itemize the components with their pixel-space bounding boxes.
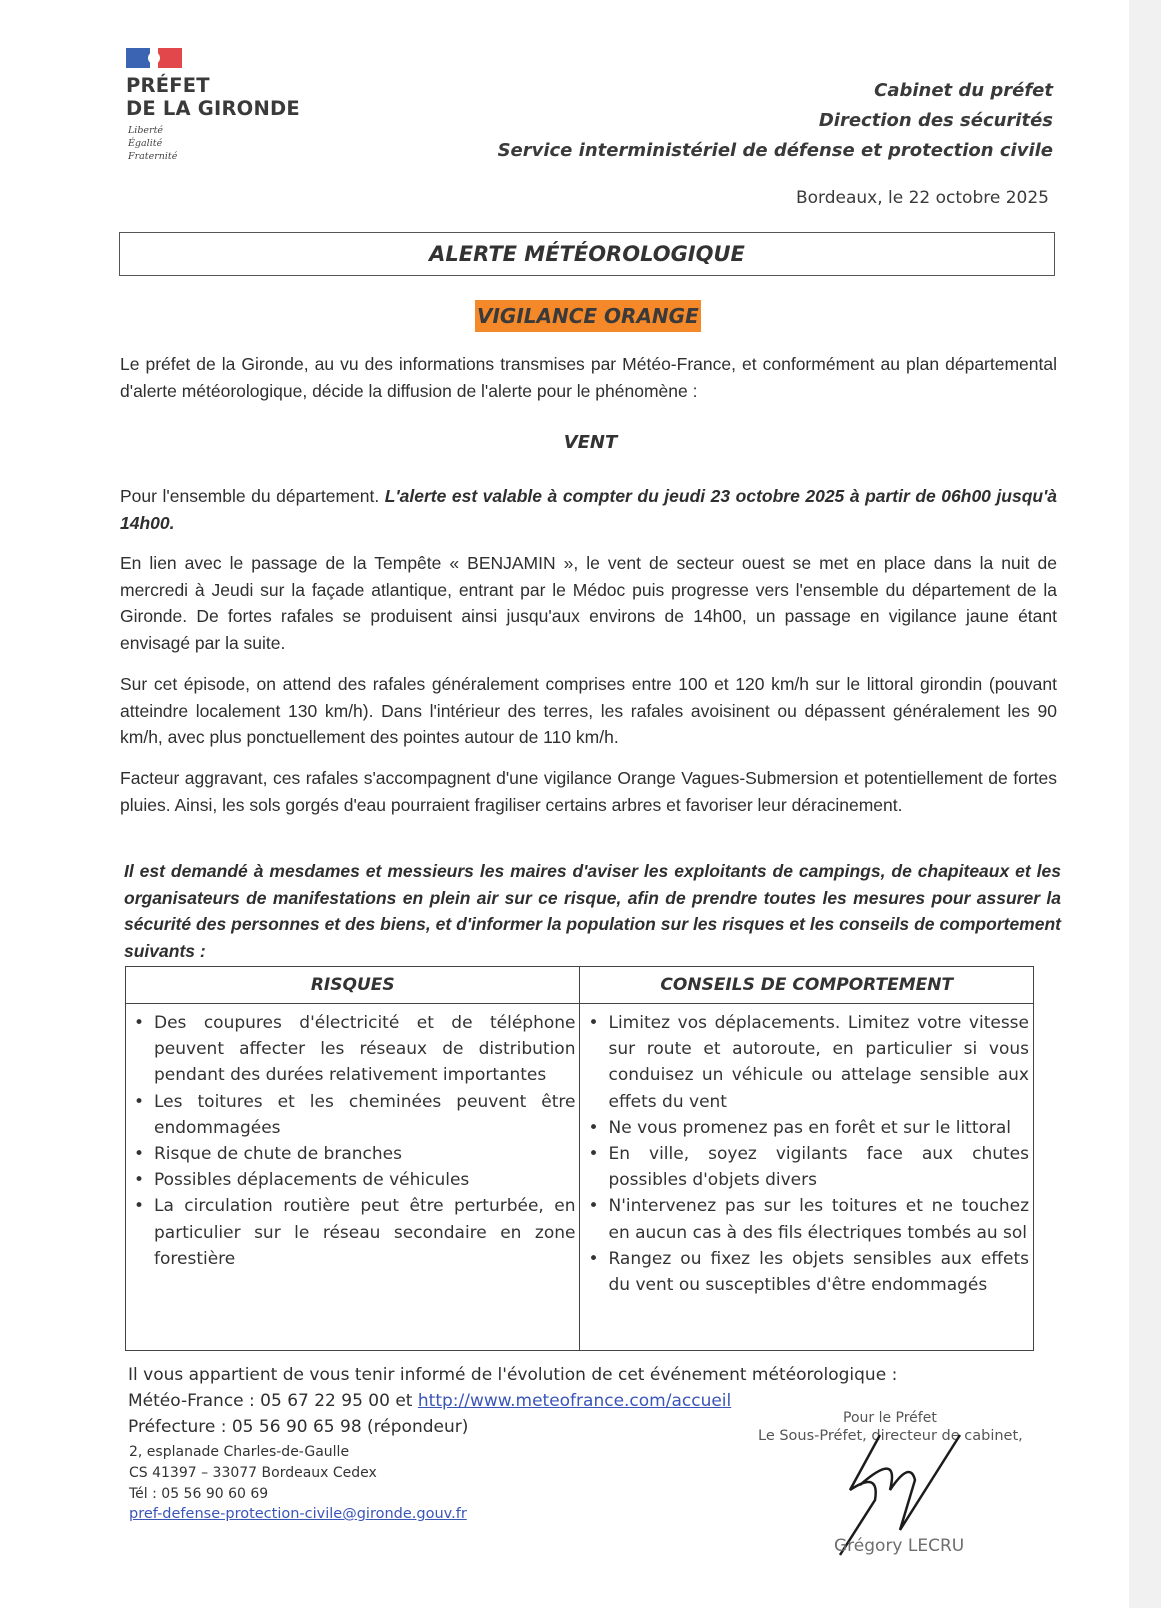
- document-date: Bordeaux, le 22 octobre 2025: [795, 188, 1049, 208]
- address-line-2: CS 41397 – 33077 Bordeaux Cedex: [129, 1465, 377, 1481]
- risks-cell: [126, 1004, 580, 1351]
- service-line-direction: Direction des sécurités: [818, 110, 1053, 131]
- table-header-row: [126, 967, 1034, 1004]
- list-item: • Limitez vos déplacements. Limitez votre vitesse sur route et autoroute, en particulier si vous conduisez un véhicule ou attelage sensible aux effets du vent: [584, 1010, 1029, 1115]
- service-header: [498, 76, 1053, 166]
- list-item: • Possibles déplacements de véhicules: [130, 1167, 575, 1193]
- logo-line-2: DE LA GIRONDE: [126, 97, 300, 120]
- document-title: ALERTE MÉTÉOROLOGIQUE: [429, 242, 745, 266]
- republic-motto: [128, 124, 177, 163]
- meteo-france-phone: Météo-France : 05 67 22 95 00 et: [128, 1391, 418, 1411]
- list-item: • Des coupures d'électricité et de téléphone peuvent affecter les réseaux de distribution pendant des durées relativement importantes: [130, 1010, 575, 1089]
- logo-line-1: PRÉFET: [126, 74, 210, 97]
- advice-column-header: CONSEILS DE COMPORTEMENT: [580, 967, 1034, 1004]
- motto-liberte: Liberté: [128, 125, 164, 136]
- vigilance-badge: VIGILANCE ORANGE: [475, 300, 701, 332]
- meteo-france-contact: [128, 1388, 731, 1414]
- risks-advice-table: [125, 966, 1034, 1351]
- signatory-name: Grégory LECRU: [834, 1536, 965, 1556]
- signature-title: Le Sous-Préfet, directeur de cabinet,: [758, 1428, 1023, 1444]
- service-line-siDPC: Service interministériel de défense et protection civile: [497, 140, 1053, 161]
- document-title-box: [119, 232, 1055, 276]
- gusts-paragraph: Sur cet épisode, on attend des rafales généralement comprises entre 100 et 120 km/h sur le littoral girondin (pouvant atteindre localement 130 km/h). Dans l'intérieur des terres, les rafales avoisinent ou dépassent généralement les 90 km/h, avec plus ponctuellement des pointes autour de 110 km/h.: [120, 674, 1057, 747]
- motto-fraternite: Fraternité: [128, 151, 178, 162]
- risks-column-header: RISQUES: [126, 967, 580, 1004]
- advice-list: [580, 1004, 1033, 1304]
- signature-pour: Pour le Préfet: [843, 1410, 937, 1426]
- motto-egalite: Égalité: [128, 138, 163, 149]
- list-item: • La circulation routière peut être perturbée, en particulier sur le réseau secondaire en zone forestière: [130, 1193, 575, 1272]
- list-item: • En ville, soyez vigilants face aux chutes possibles d'objets divers: [584, 1141, 1029, 1193]
- phone-line: Tél : 05 56 90 60 69: [129, 1486, 269, 1502]
- intro-paragraph: Le préfet de la Gironde, au vu des informations transmises par Météo-France, et conformément au plan départemental d'alerte météorologique, décide la diffusion de l'alerte pour le phénomène :: [120, 354, 1057, 401]
- address-line-1: 2, esplanade Charles-de-Gaulle: [129, 1444, 350, 1460]
- validity-paragraph: [120, 483, 1057, 536]
- table-row: [126, 1004, 1034, 1351]
- page-edge-shadow: [1129, 0, 1161, 1608]
- storm-paragraph: En lien avec le passage de la Tempête « BENJAMIN », le vent de secteur ouest se met en place dans la nuit de mercredi à Jeudi sur la façade atlantique, entrant par le Médoc puis progresse vers l'ensemble du département de la Gironde. De fortes rafales se produisent ainsi jusqu'aux environs de 14h00, un passage en vigilance jaune étant envisagé par la suite.: [120, 553, 1057, 653]
- info-line: Il vous appartient de vous tenir informé de l'évolution de cet événement météorologique :: [128, 1365, 898, 1385]
- prefecture-logo-title: [126, 74, 300, 120]
- service-line-cabinet: Cabinet du préfet: [874, 80, 1053, 101]
- phenomenon-label: VENT: [563, 432, 618, 453]
- list-item: • Ne vous promenez pas en forêt et sur le littoral: [584, 1115, 1029, 1141]
- risks-list: [126, 1004, 579, 1278]
- marianne-flag-icon: [126, 48, 182, 68]
- meteo-france-link[interactable]: http://www.meteofrance.com/accueil: [417, 1391, 732, 1411]
- list-item: • Risque de chute de branches: [130, 1141, 575, 1167]
- list-item: • Rangez ou fixez les objets sensibles aux effets du vent ou susceptibles d'être endommagés: [584, 1246, 1029, 1298]
- advice-cell: [580, 1004, 1034, 1351]
- validity-prefix: Pour l'ensemble du département.: [120, 486, 385, 506]
- mayors-request-paragraph: Il est demandé à mesdames et messieurs les maires d'aviser les exploitants de campings, de chapiteaux et les organisateurs de manifestations en plein air sur ce risque, afin de prendre toutes les mesures pour assurer la sécurité des personnes et des biens, et d'informer la population sur les risques et les conseils de comportement suivants :: [124, 861, 1061, 961]
- prefecture-contact: Préfecture : 05 56 90 65 98 (répondeur): [128, 1417, 469, 1437]
- validity-period: L'alerte est valable à compter du jeudi 23 octobre 2025 à partir de 06h00 jusqu'à 14h00.: [120, 486, 1057, 533]
- aggravating-factor-paragraph: Facteur aggravant, ces rafales s'accompagnent d'une vigilance Orange Vagues-Submersion et potentiellement de fortes pluies. Ainsi, les sols gorgés d'eau pourraient fragiliser certains arbres et favoriser leur déracinement.: [120, 768, 1057, 815]
- list-item: • Les toitures et les cheminées peuvent être endommagées: [130, 1089, 575, 1141]
- list-item: • N'intervenez pas sur les toitures et ne touchez en aucun cas à des fils électriques tombés au sol: [584, 1193, 1029, 1245]
- email-link[interactable]: pref-defense-protection-civile@gironde.gouv.fr: [129, 1506, 467, 1522]
